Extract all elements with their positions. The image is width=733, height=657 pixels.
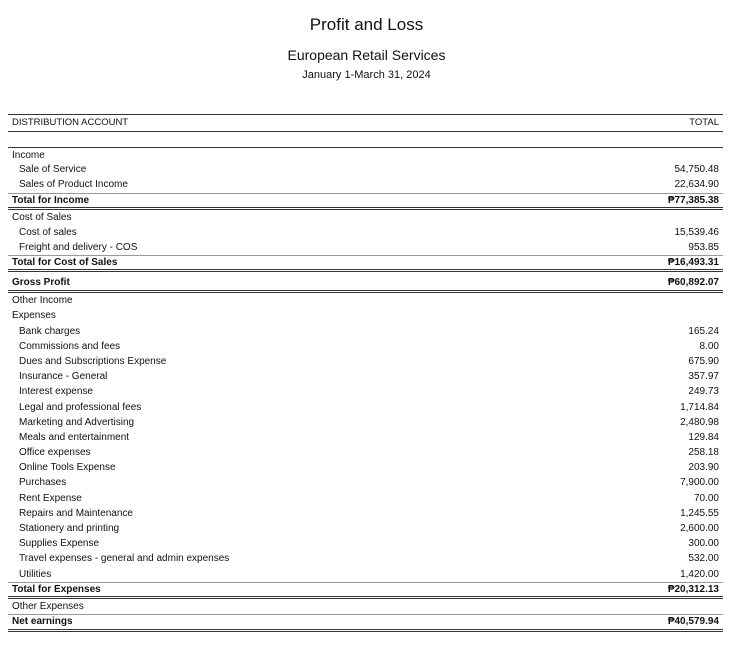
report-period: January 1-March 31, 2024 (302, 69, 431, 81)
account-amount[interactable]: 15,539.46 (674, 226, 719, 238)
account-label: Purchases (19, 477, 67, 489)
account-label: Interest expense (19, 386, 93, 398)
section-label: Other Income (12, 295, 73, 307)
net-earnings-amount[interactable]: ₱40,579.94 (667, 616, 719, 628)
account-row[interactable] (8, 567, 723, 582)
account-amount[interactable]: 1,420.00 (680, 568, 719, 580)
account-row[interactable] (8, 324, 723, 339)
other-income-section-title[interactable] (8, 293, 723, 308)
gross-profit-row (8, 275, 723, 293)
account-row[interactable] (8, 460, 723, 475)
section-label: Expenses (12, 310, 56, 322)
expenses-section-title[interactable] (8, 308, 723, 323)
total-amount[interactable]: ₱16,493.31 (667, 257, 719, 269)
net-earnings-label: Net earnings (12, 616, 73, 628)
account-amount[interactable]: 258.18 (688, 447, 719, 459)
account-row[interactable] (8, 177, 723, 192)
account-row[interactable] (8, 384, 723, 399)
account-row[interactable] (8, 339, 723, 354)
account-amount[interactable]: 953.85 (688, 242, 719, 254)
gross-profit-amount[interactable]: ₱60,892.07 (667, 277, 719, 289)
account-amount[interactable]: 8.00 (699, 340, 719, 352)
income-section-title[interactable] (8, 147, 723, 162)
column-header-row (8, 114, 723, 132)
account-label: Office expenses (19, 447, 91, 459)
account-amount[interactable]: 22,634.90 (674, 179, 719, 191)
total-amount[interactable]: ₱20,312.13 (667, 583, 719, 595)
account-amount[interactable]: 357.97 (688, 371, 719, 383)
profit-and-loss-table (8, 114, 723, 632)
account-row[interactable] (8, 162, 723, 177)
account-label: Insurance - General (19, 371, 108, 383)
account-amount[interactable]: 532.00 (688, 553, 719, 565)
account-row[interactable] (8, 506, 723, 521)
section-label: Cost of Sales (12, 211, 72, 223)
account-label: Rent Expense (19, 492, 82, 504)
account-column-header: DISTRIBUTION ACCOUNT (12, 117, 129, 128)
account-row[interactable] (8, 491, 723, 506)
account-row[interactable] (8, 475, 723, 490)
total-amount[interactable]: ₱77,385.38 (667, 194, 719, 206)
account-row[interactable] (8, 240, 723, 255)
total-label: Total for Expenses (12, 583, 101, 595)
account-row[interactable] (8, 521, 723, 536)
account-row[interactable] (8, 399, 723, 414)
account-amount[interactable]: 675.90 (688, 355, 719, 367)
income-total-row (8, 193, 723, 210)
expenses-total-row (8, 582, 723, 599)
account-label: Travel expenses - general and admin expenses (19, 553, 230, 565)
account-amount[interactable]: 129.84 (688, 431, 719, 443)
account-row[interactable] (8, 445, 723, 460)
account-amount[interactable]: 1,245.55 (680, 507, 719, 519)
account-amount[interactable]: 54,750.48 (674, 164, 719, 176)
account-row[interactable] (8, 415, 723, 430)
account-amount[interactable]: 165.24 (688, 325, 719, 337)
net-earnings-row (8, 614, 723, 632)
cost-of-sales-section-title[interactable] (8, 210, 723, 225)
account-row[interactable] (8, 354, 723, 369)
account-row[interactable] (8, 369, 723, 384)
gross-profit-label: Gross Profit (12, 277, 70, 289)
account-label: Sales of Product Income (19, 179, 128, 191)
cost-of-sales-total-row (8, 255, 723, 272)
account-row[interactable] (8, 430, 723, 445)
total-label: Total for Income (12, 194, 90, 206)
total-column-header: TOTAL (689, 117, 719, 128)
account-row[interactable] (8, 225, 723, 240)
account-label: Dues and Subscriptions Expense (19, 355, 167, 367)
account-label: Stationery and printing (19, 523, 120, 535)
account-label: Meals and entertainment (19, 431, 130, 443)
account-amount[interactable]: 2,480.98 (680, 416, 719, 428)
account-amount[interactable]: 7,900.00 (680, 477, 719, 489)
account-label: Sale of Service (19, 164, 87, 176)
account-amount[interactable]: 300.00 (688, 538, 719, 550)
account-amount[interactable]: 203.90 (688, 462, 719, 474)
other-expenses-section-title[interactable] (8, 599, 723, 614)
account-amount[interactable]: 249.73 (688, 386, 719, 398)
account-label: Cost of sales (19, 226, 77, 238)
account-label: Supplies Expense (19, 538, 100, 550)
account-label: Utilities (19, 568, 52, 580)
account-label: Marketing and Advertising (19, 416, 135, 428)
account-label: Repairs and Maintenance (19, 507, 133, 519)
account-label: Commissions and fees (19, 340, 121, 352)
account-row[interactable] (8, 536, 723, 551)
report-title: Profit and Loss (309, 15, 424, 34)
company-name: European Retail Services (287, 47, 446, 63)
section-label: Income (12, 149, 45, 161)
account-label: Freight and delivery - COS (19, 242, 138, 254)
account-row[interactable] (8, 551, 723, 566)
total-label: Total for Cost of Sales (12, 257, 118, 269)
account-label: Legal and professional fees (19, 401, 142, 413)
report-header (0, 0, 733, 82)
section-label: Other Expenses (12, 600, 84, 612)
account-label: Bank charges (19, 325, 81, 337)
account-amount[interactable]: 1,714.84 (680, 401, 719, 413)
account-amount[interactable]: 70.00 (693, 492, 719, 504)
account-label: Online Tools Expense (19, 462, 116, 474)
account-amount[interactable]: 2,600.00 (680, 523, 719, 535)
